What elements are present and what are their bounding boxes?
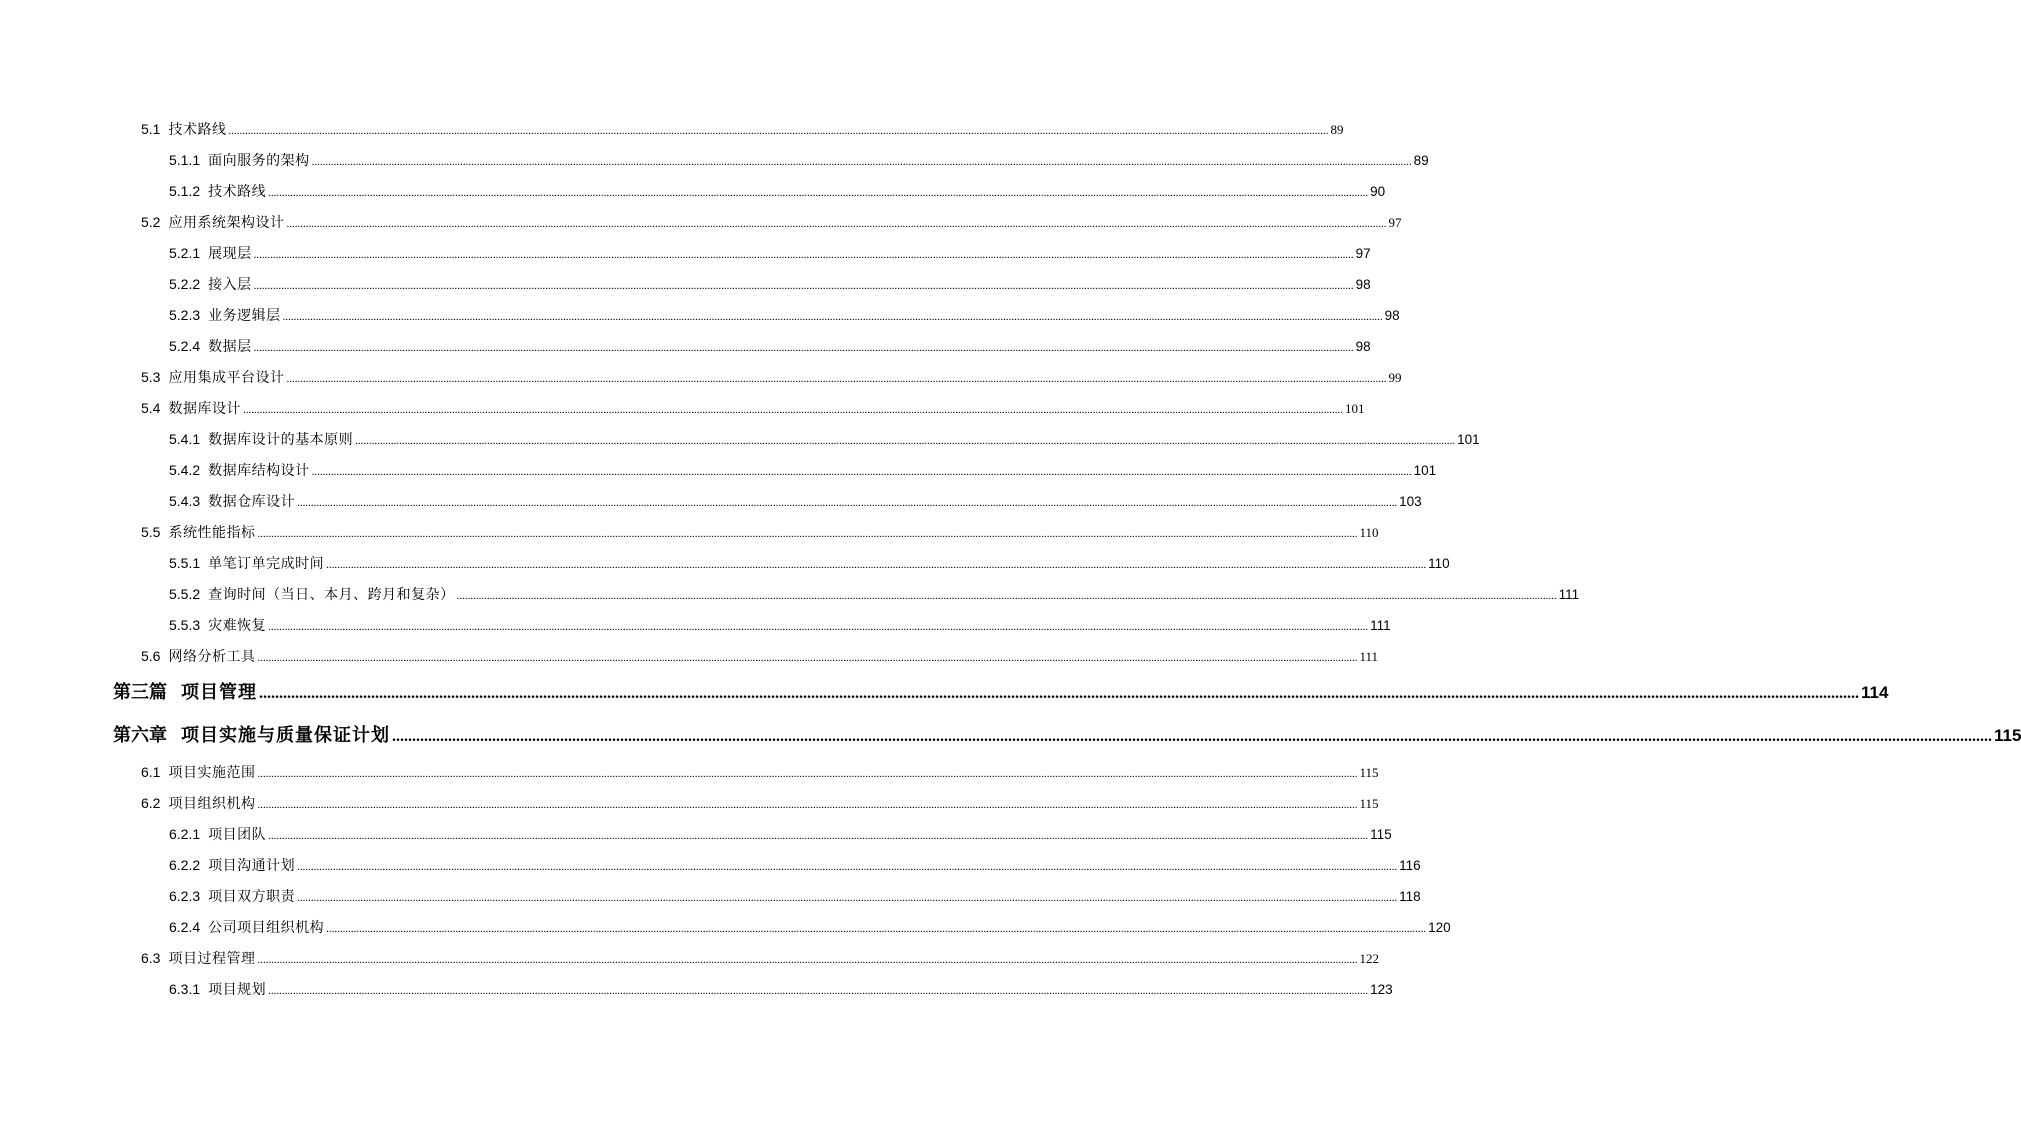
toc-entry-title: 数据层 <box>208 339 252 355</box>
dot-leader: ................................................................................................................................................................................................................................................................................................................................................................................................................ <box>456 590 1557 602</box>
dot-leader: ................................................................................................................................................................................................................................................................................................................................................................................................................ <box>257 799 1358 811</box>
dot-leader: ................................................................................................................................................................................................................................................................................................................................................................................................................ <box>268 187 1369 199</box>
toc-entry-title: 公司项目组织机构 <box>208 920 325 936</box>
toc-entry[interactable] <box>169 553 1450 575</box>
toc-entry-number: 5.4.3 <box>169 493 201 509</box>
dot-leader: ................................................................................................................................................................................................................................................................................................................................................................................................................ <box>311 156 1412 168</box>
toc-entry[interactable] <box>169 491 1422 513</box>
dot-leader: ................................................................................................................................................................................................................................................................................................................................................................................................................ <box>259 685 1859 702</box>
toc-entry[interactable] <box>169 979 1393 1001</box>
toc-entry-title: 网络分析工具 <box>168 649 256 665</box>
toc-entry-title: 数据库设计的基本原则 <box>208 432 354 448</box>
toc-entry-page-number: 103 <box>1399 494 1422 509</box>
toc-entry[interactable] <box>169 460 1437 482</box>
toc-entry-number: 6.3 <box>141 950 161 966</box>
toc-entry-number: 5.2 <box>141 214 161 230</box>
toc-entry-page-number: 111 <box>1359 649 1379 664</box>
toc-entry[interactable] <box>141 762 1379 784</box>
toc-entry-title: 应用集成平台设计 <box>168 370 285 386</box>
dot-leader: ................................................................................................................................................................................................................................................................................................................................................................................................................ <box>242 404 1343 416</box>
dot-leader: ................................................................................................................................................................................................................................................................................................................................................................................................................ <box>282 311 1383 323</box>
toc-entry-page-number: 115 <box>1370 827 1392 842</box>
toc-entry-title: 项目实施与质量保证计划 <box>181 725 390 746</box>
toc-entry[interactable] <box>113 724 2021 749</box>
toc-entry-page-number: 97 <box>1355 246 1371 261</box>
toc-entry-number: 5.5 <box>141 524 161 540</box>
toc-entry-title: 业务逻辑层 <box>208 308 281 324</box>
toc-entry-number: 5.6 <box>141 648 161 664</box>
dot-leader: ................................................................................................................................................................................................................................................................................................................................................................................................................ <box>253 280 1354 292</box>
toc-entry[interactable] <box>169 615 1391 637</box>
toc-entry-title: 灾难恢复 <box>208 618 267 634</box>
toc-entry-title: 项目规划 <box>208 982 267 998</box>
toc-entry[interactable] <box>141 522 1379 544</box>
toc-entry-number: 5.4.2 <box>169 462 201 478</box>
toc-entry-number: 5.1.2 <box>169 183 201 199</box>
dot-leader: ................................................................................................................................................................................................................................................................................................................................................................................................................ <box>286 218 1387 230</box>
toc-entry-page-number: 89 <box>1330 122 1344 137</box>
toc-entry-title: 项目过程管理 <box>168 951 256 967</box>
toc-entry-page-number: 110 <box>1359 525 1379 540</box>
toc-entry[interactable] <box>169 181 1386 203</box>
toc-entry-number: 6.3.1 <box>169 981 201 997</box>
toc-entry-number: 5.2.1 <box>169 245 201 261</box>
toc-entry[interactable] <box>169 429 1480 451</box>
dot-leader: ................................................................................................................................................................................................................................................................................................................................................................................................................ <box>355 435 1456 447</box>
toc-entry-page-number: 115 <box>1359 765 1379 780</box>
toc-entry-number: 6.2.3 <box>169 888 201 904</box>
toc-entry[interactable] <box>141 646 1379 668</box>
toc-entry-title: 数据库设计 <box>168 401 241 417</box>
toc-entry-page-number: 90 <box>1370 184 1386 199</box>
toc-entry-page-number: 111 <box>1370 618 1391 633</box>
dot-leader: ................................................................................................................................................................................................................................................................................................................................................................................................................ <box>286 373 1387 385</box>
dot-leader: ................................................................................................................................................................................................................................................................................................................................................................................................................ <box>257 768 1358 780</box>
dot-leader: ................................................................................................................................................................................................................................................................................................................................................................................................................ <box>257 528 1358 540</box>
toc-entry-title: 数据仓库设计 <box>208 494 296 510</box>
toc-entry-number: 6.2.2 <box>169 857 201 873</box>
toc-entry-title: 项目沟通计划 <box>208 858 296 874</box>
dot-leader: ................................................................................................................................................................................................................................................................................................................................................................................................................ <box>326 923 1427 935</box>
toc-entry-page-number: 97 <box>1388 215 1402 230</box>
toc-entry[interactable] <box>169 584 1580 606</box>
toc-entry[interactable] <box>141 212 1402 234</box>
toc-entry-number: 6.1 <box>141 764 161 780</box>
toc-entry-number: 6.2.1 <box>169 826 201 842</box>
toc-entry-number: 5.3 <box>141 369 161 385</box>
toc-entry-page-number: 98 <box>1355 339 1371 354</box>
toc-entry[interactable] <box>141 948 1379 970</box>
toc-entry-number: 第三篇 <box>113 682 167 703</box>
toc-entry-title: 应用系统架构设计 <box>168 215 285 231</box>
toc-entry[interactable] <box>141 398 1365 420</box>
toc-entry-title: 技术路线 <box>168 122 227 138</box>
toc-entry-page-number: 120 <box>1428 920 1451 935</box>
toc-entry-page-number: 101 <box>1344 401 1365 416</box>
dot-leader: ................................................................................................................................................................................................................................................................................................................................................................................................................ <box>297 861 1398 873</box>
toc-entry-number: 5.2.3 <box>169 307 201 323</box>
toc-entry-page-number: 115 <box>1994 726 2021 745</box>
toc-entry-number: 5.1.1 <box>169 152 201 168</box>
toc-entry[interactable] <box>169 336 1371 358</box>
toc-entry-number: 5.5.3 <box>169 617 201 633</box>
toc-entry[interactable] <box>169 824 1392 846</box>
toc-entry-page-number: 116 <box>1399 858 1421 873</box>
toc-entry-page-number: 111 <box>1558 587 1580 602</box>
toc-entry[interactable] <box>169 243 1371 265</box>
dot-leader: ................................................................................................................................................................................................................................................................................................................................................................................................................ <box>268 830 1369 842</box>
dot-leader: ................................................................................................................................................................................................................................................................................................................................................................................................................ <box>326 559 1427 571</box>
toc-entry-title: 项目管理 <box>181 682 257 703</box>
dot-leader: ................................................................................................................................................................................................................................................................................................................................................................................................................ <box>311 466 1412 478</box>
dot-leader: ................................................................................................................................................................................................................................................................................................................................................................................................................ <box>257 954 1358 966</box>
toc-entry[interactable] <box>141 367 1402 389</box>
dot-leader: ................................................................................................................................................................................................................................................................................................................................................................................................................ <box>297 892 1398 904</box>
dot-leader: ................................................................................................................................................................................................................................................................................................................................................................................................................ <box>297 497 1398 509</box>
toc-entry-title: 项目组织机构 <box>168 796 256 812</box>
toc-entry-number: 6.2 <box>141 795 161 811</box>
toc-entry-title: 项目双方职责 <box>208 889 296 905</box>
dot-leader: ................................................................................................................................................................................................................................................................................................................................................................................................................ <box>228 125 1329 137</box>
toc-entry[interactable] <box>141 119 1344 141</box>
toc-entry[interactable] <box>113 681 1889 706</box>
toc-entry[interactable] <box>169 150 1429 172</box>
toc-entry-page-number: 101 <box>1413 463 1437 478</box>
toc-entry-page-number: 114 <box>1861 683 1889 702</box>
toc-entry-page-number: 118 <box>1399 889 1421 904</box>
toc-entry-number: 5.2.4 <box>169 338 201 354</box>
toc-entry-page-number: 89 <box>1413 153 1429 168</box>
toc-entry-page-number: 110 <box>1428 556 1450 571</box>
toc-entry-page-number: 122 <box>1359 951 1379 966</box>
toc-entry-number: 5.1 <box>141 121 161 137</box>
toc-entry[interactable] <box>141 793 1379 815</box>
dot-leader: ................................................................................................................................................................................................................................................................................................................................................................................................................ <box>253 342 1354 354</box>
toc-entry-title: 查询时间（当日、本月、跨月和复杂） <box>208 587 455 603</box>
toc-entry-page-number: 115 <box>1359 796 1379 811</box>
toc-entry[interactable] <box>169 305 1400 327</box>
dot-leader: ................................................................................................................................................................................................................................................................................................................................................................................................................ <box>268 985 1369 997</box>
toc-entry[interactable] <box>169 855 1421 877</box>
toc-entry-number: 5.4.1 <box>169 431 201 447</box>
toc-entry-page-number: 99 <box>1388 370 1402 385</box>
dot-leader: ................................................................................................................................................................................................................................................................................................................................................................................................................ <box>257 652 1358 664</box>
toc-entry-title: 面向服务的架构 <box>208 153 310 169</box>
toc-entry-page-number: 123 <box>1370 982 1393 997</box>
toc-entry-number: 5.4 <box>141 400 161 416</box>
toc-entry-number: 5.5.1 <box>169 555 201 571</box>
toc-entry-title: 数据库结构设计 <box>208 463 310 479</box>
toc-entry-title: 接入层 <box>208 277 252 293</box>
toc-entry-number: 第六章 <box>113 725 167 746</box>
toc-entry[interactable] <box>169 274 1371 296</box>
toc-entry-title: 技术路线 <box>208 184 267 200</box>
toc-entry-title: 项目团队 <box>208 827 267 843</box>
dot-leader: ................................................................................................................................................................................................................................................................................................................................................................................................................ <box>253 249 1354 261</box>
dot-leader: ................................................................................................................................................................................................................................................................................................................................................................................................................ <box>392 728 1992 745</box>
toc-entry-number: 6.2.4 <box>169 919 201 935</box>
toc-entry-title: 单笔订单完成时间 <box>208 556 325 572</box>
toc-entry-page-number: 101 <box>1457 432 1480 447</box>
dot-leader: ................................................................................................................................................................................................................................................................................................................................................................................................................ <box>268 621 1369 633</box>
toc-entry-number: 5.2.2 <box>169 276 201 292</box>
toc-entry-title: 项目实施范围 <box>168 765 256 781</box>
toc-entry[interactable] <box>169 886 1421 908</box>
toc-entry[interactable] <box>169 917 1451 939</box>
toc-entry-number: 5.5.2 <box>169 586 201 602</box>
toc-entry-title: 展现层 <box>208 246 252 262</box>
toc-entry-page-number: 98 <box>1384 308 1400 323</box>
toc-entry-title: 系统性能指标 <box>168 525 256 541</box>
toc-entry-page-number: 98 <box>1355 277 1371 292</box>
